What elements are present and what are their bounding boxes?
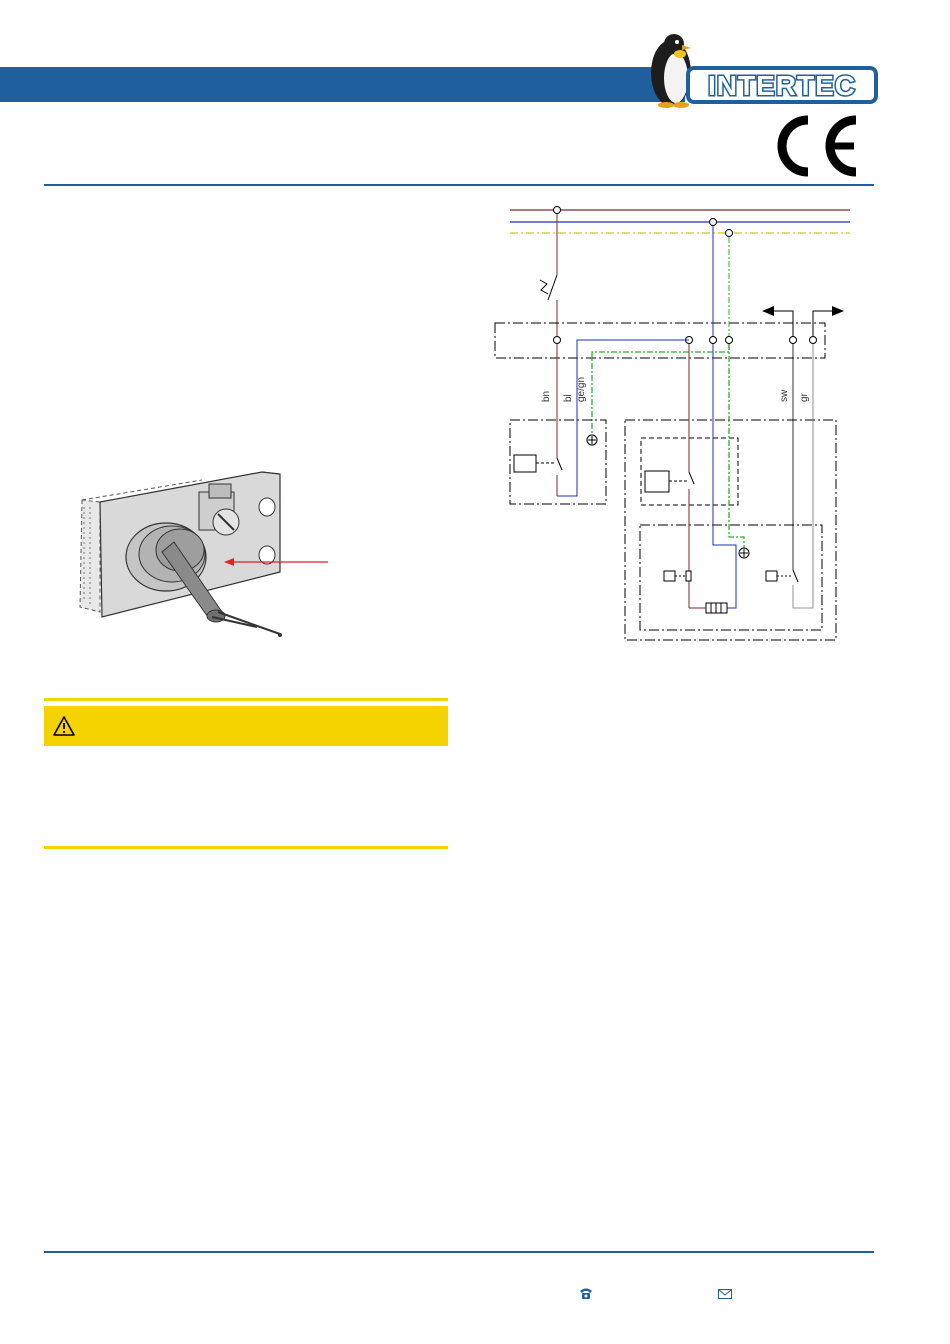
warning-triangle-icon	[52, 715, 76, 737]
penguin-mascot-icon	[651, 34, 691, 108]
mail-icon	[718, 1289, 732, 1299]
header-rule	[44, 184, 874, 186]
footer-rule	[44, 1251, 874, 1253]
warning-top-rule	[44, 698, 448, 701]
warning-bottom-rule	[44, 846, 448, 849]
cable-gland-drawing	[62, 462, 362, 647]
svg-text:INTERTEC: INTERTEC	[708, 70, 856, 101]
header-band	[0, 67, 685, 102]
phone-icon	[578, 1286, 594, 1300]
svg-text:gr: gr	[799, 393, 810, 402]
warning-banner	[44, 706, 448, 746]
intertec-logo	[628, 28, 888, 108]
intertec-wordmark	[688, 68, 876, 102]
svg-text:bl: bl	[563, 394, 574, 402]
svg-text:ge/gn: ge/gn	[576, 376, 587, 402]
svg-text:sw: sw	[779, 389, 790, 402]
wiring-schematic	[490, 195, 860, 650]
ce-mark-icon	[770, 112, 860, 180]
svg-text:bn: bn	[541, 390, 552, 402]
